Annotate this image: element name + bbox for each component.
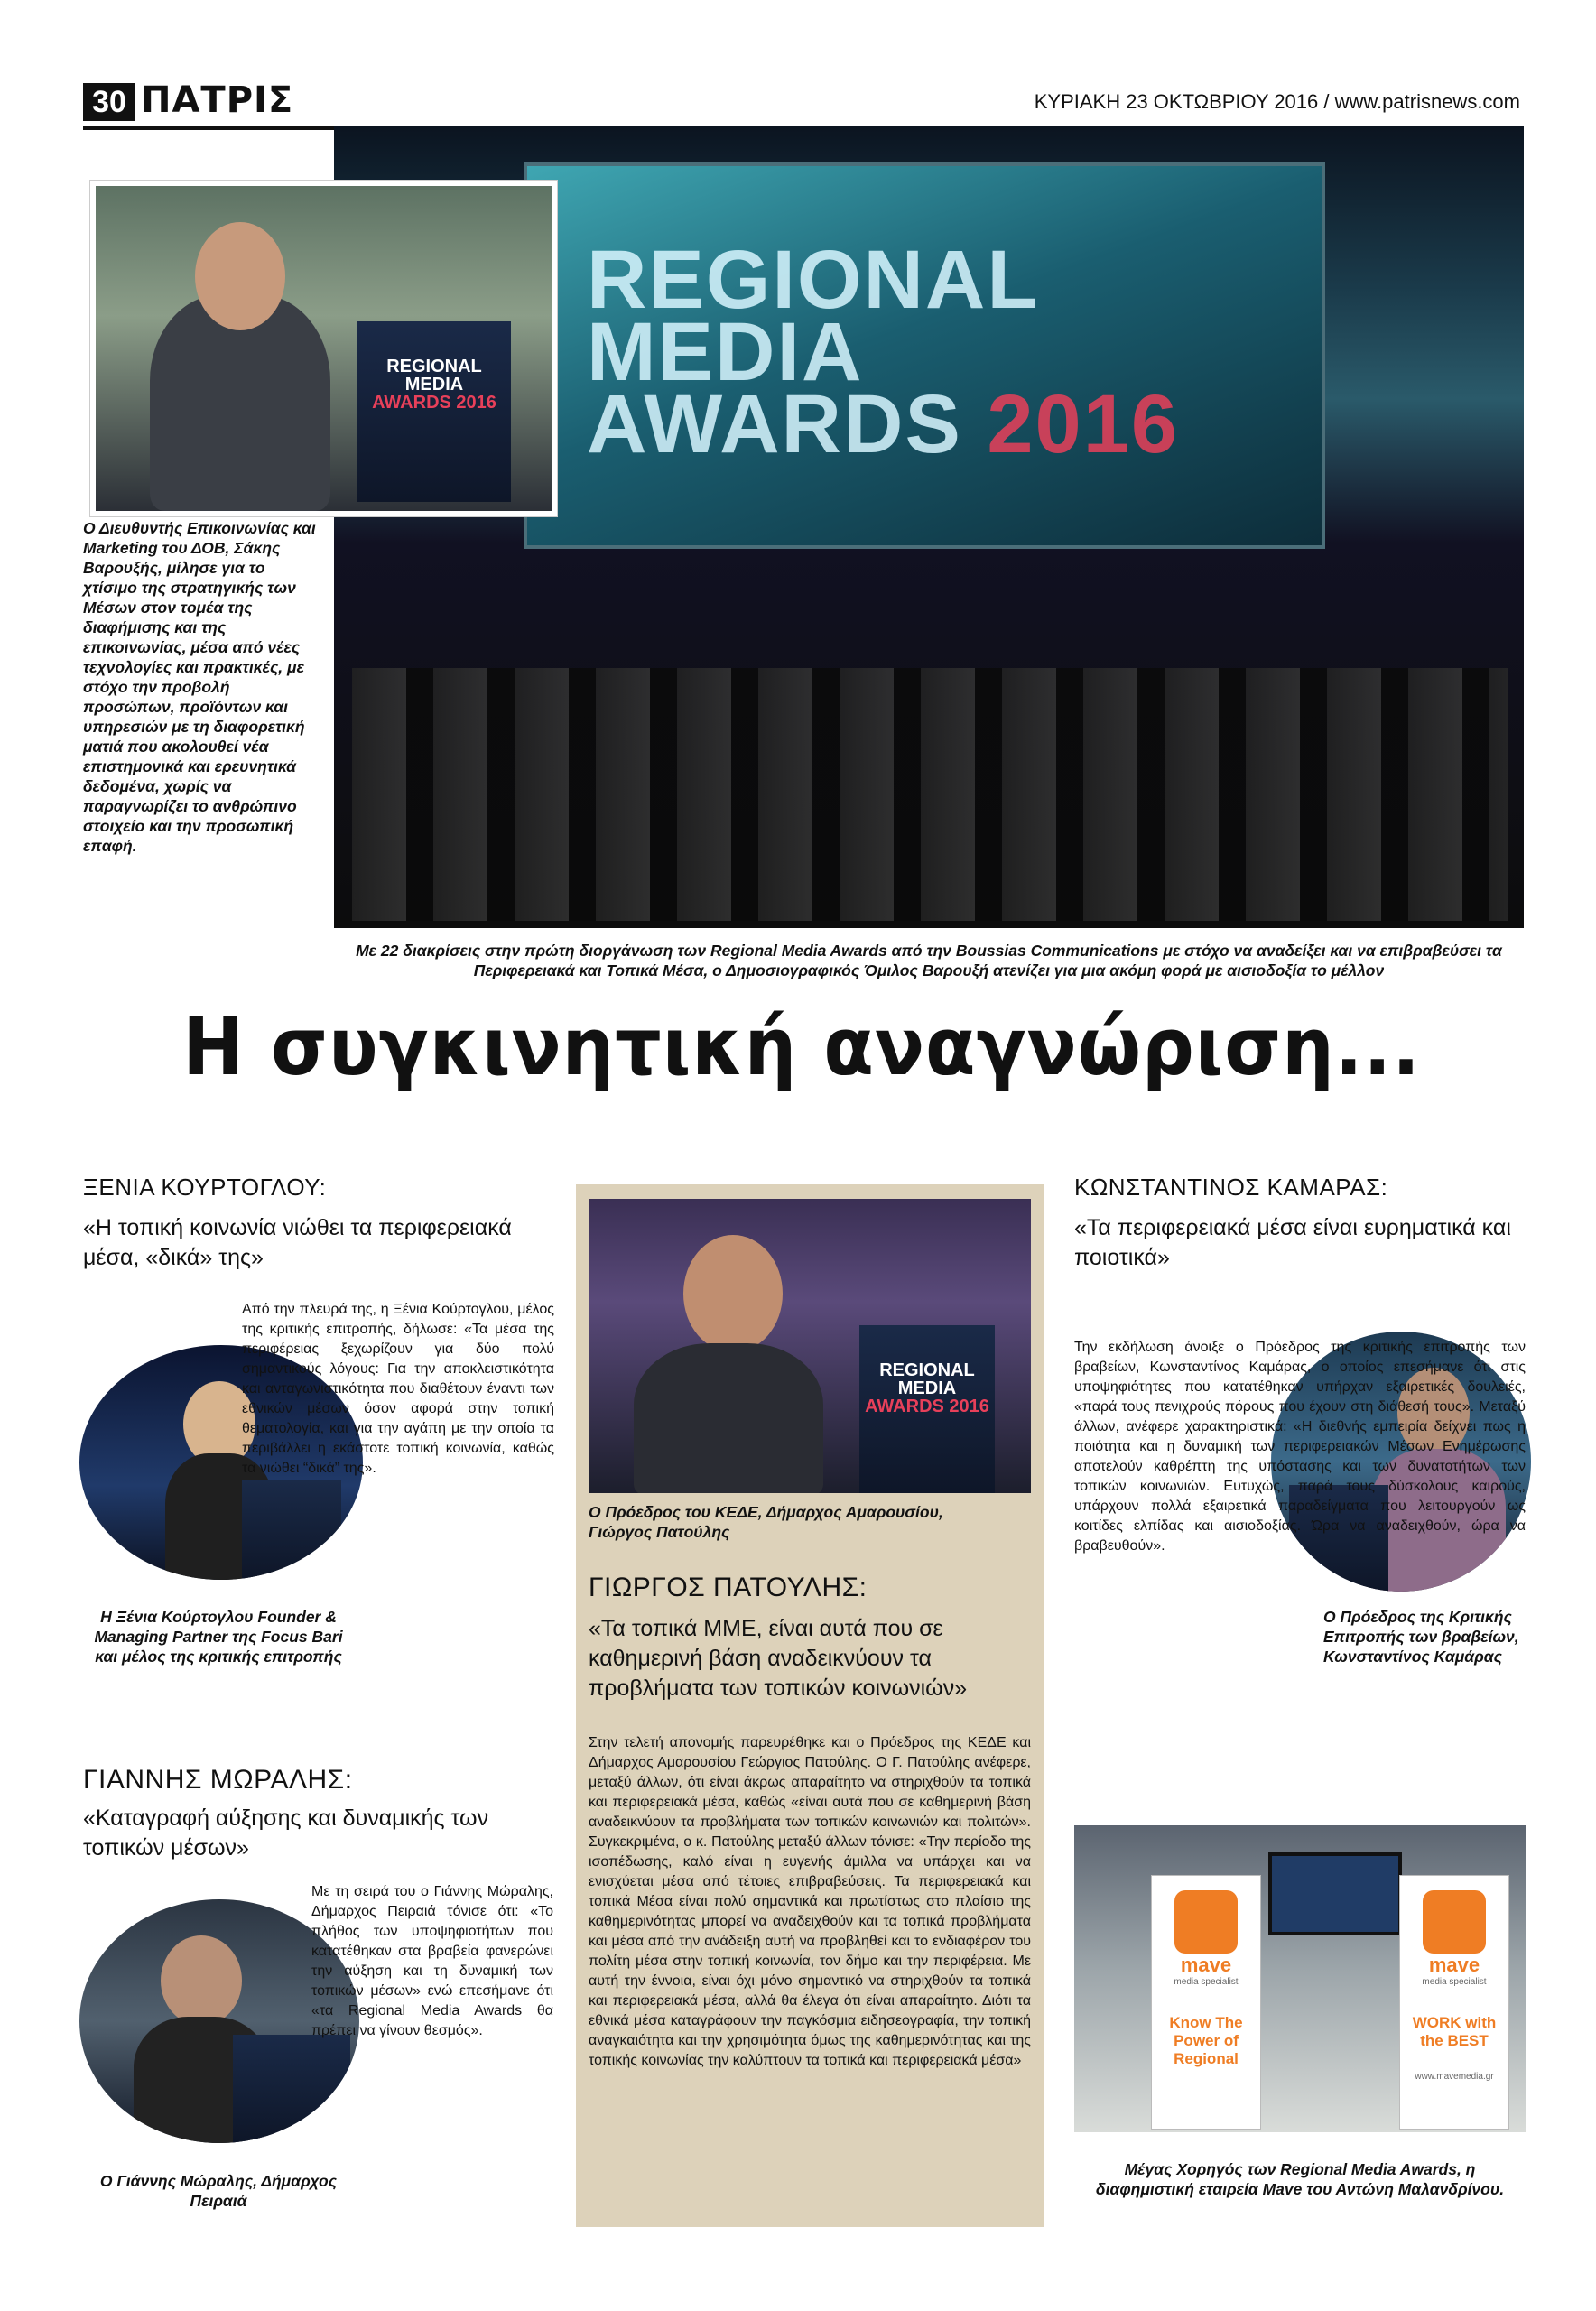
moralis-body-text: Με τη σειρά του ο Γιάννης Μώραλης, Δήμαρχος Πειραιά τόνισε ότι: «Το πλήθος των υποψηφιοτήτων που κατατέθηκαν στα βραβεία φανερώνει την αύξηση και τη δυναμική των τοπικών μέσων» ενώ επεσήμανε ότι «τα Regional Media Awards θα πρέπει να γίνουν θεσμός».	[311, 1884, 553, 2038]
mave-slogan-left: Know The Power of Regional	[1169, 2014, 1243, 2067]
patoulis-podium-line-3	[859, 1397, 995, 1415]
xenia-caption: Η Ξένια Κούρτογλου Founder & Managing Partner της Focus Bari και μέλος της κριτικής επιτροπής	[94, 1608, 343, 1666]
xenia-quote: «Η τοπική κοινωνία νιώθει τα περιφερειακά μέσα, «δικά» της»	[83, 1215, 512, 1270]
trophies-row	[352, 668, 1508, 921]
patoulis-head	[683, 1235, 783, 1352]
newspaper-logo: ΠΑΤΡΙΣ	[141, 79, 294, 121]
patoulis-podium-line-1: REGIONAL	[879, 1360, 975, 1380]
patoulis-podium-line-3-text: AWARDS	[865, 1397, 944, 1416]
mave-sub-right: media specialist	[1422, 1977, 1487, 1987]
podium-year: 2016	[456, 393, 496, 413]
headline: Η συγκινητική αναγνώριση...	[182, 1000, 1421, 1093]
moralis-name: ΓΙΑΝΝΗΣ ΜΩΡΑΛΗΣ:	[83, 1765, 353, 1795]
kamaras-body-text: Την εκδήλωση άνοιξε ο Πρόεδρος της κριτικής επιτροπής των βραβείων, Κωνσταντίνος Καμάρας, ο οποίος επεσήμανε ότι στις υποψηφιότητες που κατατέθηκαν υπήρχαν εξαιρετικές δουλειές, «παρά τους πενιχρούς πόρους που έχουν στη διάθεσή τους». Μεταξύ άλλων, ανέφερε χαρακτηριστικά: «Η διεθνής εμπειρία δείχνει πως η ποιότητα και η δυναμική των περιφερειακών Μέσων Ενημέρωσης αποτελούν καθρέπτη της υπόστασης και των δυνατοτήτων των τοπικών κοινωνιών. Ευτυχώς, παρά τους δύσκολους καιρούς, υπάρχουν πολλά εξαιρετικά παραδείγματα που λειτουργούν ως κοιτίδες ελπίδας και αισιοδοξίας. Ώρα να αναδειχθούν, ώρα να βραβευθούν».	[1074, 1340, 1526, 1554]
screen-year: 2016	[987, 378, 1180, 470]
patoulis-podium-line-2: MEDIA	[897, 1378, 957, 1398]
screen-line-3	[587, 378, 1180, 470]
mave-banner-right	[1399, 1875, 1509, 2130]
screen-line-3-text: AWARDS	[587, 378, 962, 470]
mave-sub-left: media specialist	[1174, 1977, 1239, 1987]
mave-banner-left	[1151, 1875, 1261, 2130]
screen-title	[587, 234, 1180, 470]
screen-line-1: REGIONAL	[587, 234, 1040, 326]
inset-photo	[90, 181, 557, 516]
mave-brand-right: mave	[1428, 1954, 1480, 1976]
podium-logo	[357, 321, 511, 412]
speaker-head	[195, 222, 285, 330]
patoulis-photo-caption: Ο Πρόεδρος του ΚΕΔΕ, Δήμαρχος Αμαρουσίου, Γιώργος Πατούλης	[589, 1503, 943, 1541]
mave-logo-icon	[1174, 1890, 1238, 1954]
patoulis-podium-logo	[859, 1325, 995, 1415]
patoulis-name: ΓΙΩΡΓΟΣ ΠΑΤΟΥΛΗΣ:	[589, 1573, 868, 1602]
kamaras-quote: «Τα περιφερειακά μέσα είναι ευρηματικά και ποιοτικά»	[1074, 1215, 1511, 1270]
page-number: 30	[83, 83, 135, 121]
podium-line-3-text: AWARDS	[372, 393, 451, 413]
patoulis-photo	[589, 1199, 1031, 1493]
hero-caption: Με 22 διακρίσεις στην πρώτη διοργάνωση των Regional Media Awards από την Boussias Communications με στόχο να αναδείξει και να επιβραβεύσει τα Περιφερειακά και Τοπικά Μέσα, ο Δημοσιογραφικός Όμιλος Βαρουξή ατενίζει για μια ακόμη φορά με αισιοδοξία το μέλλον	[356, 942, 1502, 979]
mave-photo	[1074, 1825, 1526, 2132]
patoulis-podium	[859, 1325, 995, 1493]
kamaras-caption: Ο Πρόεδρος της Κριτικής Επιτροπής των βραβείων, Κωνσταντίνος Καμάρας	[1323, 1607, 1526, 1666]
moralis-head	[161, 1935, 242, 2026]
inset-caption: Ο Διευθυντής Επικοινωνίας και Marketing του ΔΟΒ, Σάκης Βαρουξής, μίλησε για το χτίσιμο της στρατηγικής των Μέσων στον τομέα της διαφήμισης και της επικοινωνίας, μέσα από νέες τεχνολογίες και πρακτικές, με στόχο την προβολή προσώπων, προϊόντων και υπηρεσιών με τη διαφορετική ματιά που ακολουθεί νέα επιστημονικά και ερευνητικά δεδομένα, χωρίς να παραγνωρίζει το ανθρώπινο στοιχείο και την προσωπική επαφή.	[83, 519, 316, 855]
patoulis-podium-year: 2016	[949, 1397, 989, 1416]
xenia-body-text: Από την πλευρά της, η Ξένια Κούρτογλου, μέλος της κριτικής επιτροπής, δήλωσε: «Τα μέσα της περιφέρειας ξεχωρίζουν για δύο πολύ σημαντικούς λόγους: Για την αποκλειστικότητα και ανταγωνιστικότητα που διαθέτουν έναντι των εθνικών μέσων όσον αφορά στην τοπική θεματολογία, και για την αγάπη με την οποία τα περιβάλλει η εκάστοτε τοπική κοινωνία, καθώς τα νιώθει “δικά” της».	[242, 1302, 554, 1476]
patoulis-quote: «Τα τοπικά ΜΜΕ, είναι αυτά που σε καθημερινή βάση αναδεικνύουν τα προβλήματα των τοπικών κοινωνιών»	[589, 1616, 968, 1701]
podium-line-2: MEDIA	[404, 375, 464, 394]
mave-url: www.mavemedia.gr	[1415, 2072, 1494, 2082]
xenia-name: ΞΕΝΙΑ ΚΟΥΡΤΟΓΛΟΥ:	[83, 1174, 327, 1201]
mave-slogan-right: WORK with the BEST	[1412, 2014, 1497, 2049]
podium-line-1: REGIONAL	[386, 357, 482, 376]
screen-line-2: MEDIA	[587, 306, 864, 398]
mave-caption: Μέγας Χορηγός των Regional Media Awards, η διαφημιστική εταιρεία Mave του Αντώνη Μαλανδρίνου.	[1095, 2160, 1505, 2198]
mave-logo-icon-right	[1423, 1890, 1486, 1954]
patoulis-body-text: Στην τελετή απονομής παρευρέθηκε και ο Πρόεδρος της ΚΕΔΕ και Δήμαρχος Αμαρουσίου Γεώργιος Πατούλης. Ο Γ. Πατούλης ανέφερε, μεταξύ άλλων, ότι είναι άκρως απαραίτητο να στηριχθούν τα τοπικά και περιφερειακά μέσα, καθώς «είναι αυτά που σε καθημερινή βάση αναδεικνύουν τα προβλήματα των τοπικών κοινωνιών και πολιτών». Συγκεκριμένα, ο κ. Πατούλης μεταξύ άλλων τόνισε: «Την περίοδο της ισοπέδωσης, καλό είναι η ευγενής άμιλλα να υπάρχει και να ενισχύεται μέσα από τέτοιες επιβραβεύσεις. Τα περιφερειακά και τοπικά Μέσα είναι πολύ σημαντικά και πρωτίστως στο πλαίσιο της καθημερινότητας μπορεί να αναδειχθούν και τα τοπικά προβλήματα και μέσα από την ανάδειξη αυτή να προβληθεί και το ενδιαφέρον του πολίτη μέσα στην τοπική κοινωνία, τον δήμο και την περιφέρεια. Με αυτή την έννοια, είναι όχι μόνο σημαντικό να στηριχθούν τα τοπικά και περιφερειακά μέσα, αλλά θα έλεγα ότι είναι απαραίτητο. Διότι τα εθνικά μέσα καταγράφουν την παγκόσμια ειδησεογραφία, την τοπική αναγκαιότητα και την χρησιμότητα όμως της καθημερινότητας και της τοπικής κοινωνίας την καλύπτουν τα τοπικά και περιφερειακά μέσα»	[589, 1735, 1031, 2068]
dateline: ΚΥΡΙΑΚΗ 23 ΟΚΤΩΒΡΙΟΥ 2016 / www.patrisnews.com	[1034, 90, 1520, 113]
patoulis-body	[634, 1343, 823, 1493]
kamaras-name: ΚΩΝΣΤΑΝΤΙΝΟΣ ΚΑΜΑΡΑΣ:	[1074, 1174, 1388, 1201]
moralis-quote: «Καταγραφή αύξησης και δυναμικής των τοπικών μέσων»	[83, 1805, 489, 1861]
moralis-caption: Ο Γιάννης Μώραλης, Δήμαρχος Πειραιά	[99, 2172, 338, 2210]
mave-brand-left: mave	[1180, 1954, 1232, 1976]
podium-line-3	[357, 394, 511, 412]
podium	[357, 321, 511, 502]
mave-screen	[1268, 1852, 1402, 1935]
